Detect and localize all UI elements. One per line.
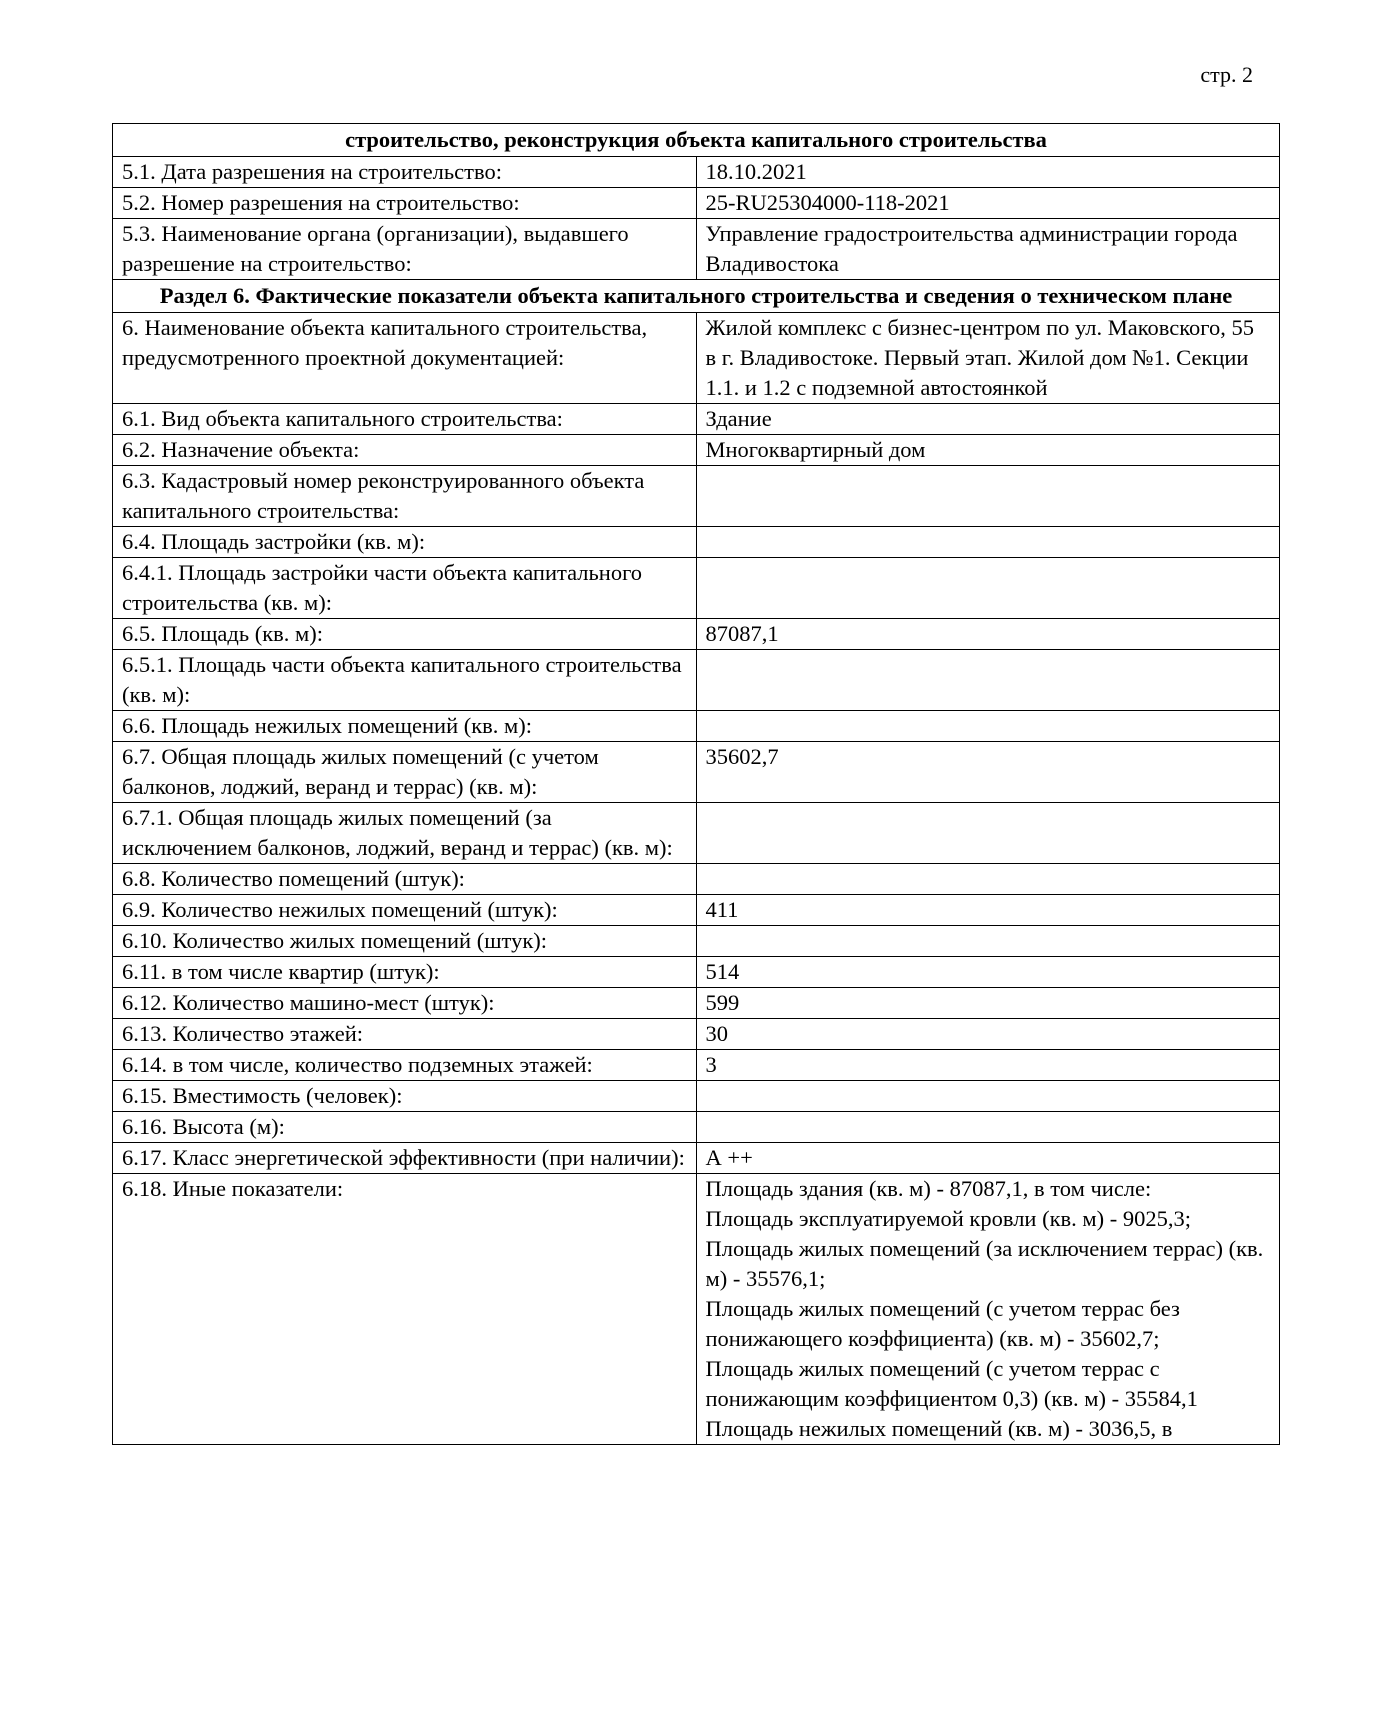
row-value: 3 xyxy=(696,1050,1280,1081)
section-header-row xyxy=(113,124,1280,157)
row-value: Управление градостроительства администрации города Владивостока xyxy=(696,219,1280,280)
row-value: 599 xyxy=(696,988,1280,1019)
row-label: 6. Наименование объекта капитального строительства, предусмотренного проектной документацией: xyxy=(113,313,697,404)
permit-data-table xyxy=(112,123,1280,1445)
table-row xyxy=(113,742,1280,803)
row-value: 35602,7 xyxy=(696,742,1280,803)
row-value xyxy=(696,650,1280,711)
row-value xyxy=(696,527,1280,558)
table-row xyxy=(113,619,1280,650)
row-label: 6.3. Кадастровый номер реконструированного объекта капитального строительства: xyxy=(113,466,697,527)
indicator-line: Площадь жилых помещений (за исключением террас) (кв. м) - 35576,1; xyxy=(705,1236,1264,1291)
table-row xyxy=(113,157,1280,188)
table-row xyxy=(113,957,1280,988)
row-label: 6.9. Количество нежилых помещений (штук): xyxy=(113,895,697,926)
indicator-line: Площадь жилых помещений (с учетом террас без понижающего коэффициента) (кв. м) - 35602,7; xyxy=(705,1296,1180,1351)
row-value: А ++ xyxy=(696,1143,1280,1174)
table-row xyxy=(113,219,1280,280)
row-value: Здание xyxy=(696,404,1280,435)
table-row xyxy=(113,404,1280,435)
row-label: 6.8. Количество помещений (штук): xyxy=(113,864,697,895)
table-row xyxy=(113,895,1280,926)
row-label: 5.1. Дата разрешения на строительство: xyxy=(113,157,697,188)
table-row xyxy=(113,1112,1280,1143)
table-row xyxy=(113,558,1280,619)
table-row xyxy=(113,1081,1280,1112)
table-row xyxy=(113,988,1280,1019)
row-label: 6.17. Класс энергетической эффективности (при наличии): xyxy=(113,1143,697,1174)
section5-header: строительство, реконструкция объекта капитального строительства xyxy=(113,124,1280,157)
table-row xyxy=(113,1019,1280,1050)
section-header-row xyxy=(113,280,1280,313)
row-label: 6.10. Количество жилых помещений (штук): xyxy=(113,926,697,957)
indicator-line: Площадь нежилых помещений (кв. м) - 3036,5, в xyxy=(705,1416,1173,1441)
row-value: 25-RU25304000-118-2021 xyxy=(696,188,1280,219)
row-label: 6.16. Высота (м): xyxy=(113,1112,697,1143)
table-row xyxy=(113,803,1280,864)
row-value xyxy=(696,926,1280,957)
page-number: стр. 2 xyxy=(1200,62,1253,87)
row-label: 6.7.1. Общая площадь жилых помещений (за исключением балконов, лоджий, веранд и террас) (кв. м): xyxy=(113,803,697,864)
row-label: 5.2. Номер разрешения на строительство: xyxy=(113,188,697,219)
table-row xyxy=(113,1174,1280,1445)
row-label: 6.5.1. Площадь части объекта капитального строительства (кв. м): xyxy=(113,650,697,711)
indicator-line: Площадь здания (кв. м) - 87087,1, в том числе: xyxy=(705,1176,1152,1201)
row-label: 6.14. в том числе, количество подземных этажей: xyxy=(113,1050,697,1081)
row-label: 6.11. в том числе квартир (штук): xyxy=(113,957,697,988)
table-row xyxy=(113,1143,1280,1174)
row-value: 87087,1 xyxy=(696,619,1280,650)
section6-header: Раздел 6. Фактические показатели объекта капитального строительства и сведения о техническом плане xyxy=(113,280,1280,313)
row-value-other-indicators xyxy=(696,1174,1280,1445)
indicator-line: Площадь жилых помещений (с учетом террас с понижающим коэффициентом 0,3) (кв. м) - 35584,1 xyxy=(705,1356,1198,1411)
table-row xyxy=(113,926,1280,957)
row-value xyxy=(696,864,1280,895)
row-label: 6.4. Площадь застройки (кв. м): xyxy=(113,527,697,558)
row-value: Многоквартирный дом xyxy=(696,435,1280,466)
row-label: 6.7. Общая площадь жилых помещений (с учетом балконов, лоджий, веранд и террас) (кв. м): xyxy=(113,742,697,803)
table-row xyxy=(113,466,1280,527)
row-label: 6.18. Иные показатели: xyxy=(113,1174,697,1445)
row-label: 6.2. Назначение объекта: xyxy=(113,435,697,466)
row-value: 514 xyxy=(696,957,1280,988)
indicator-line: Площадь эксплуатируемой кровли (кв. м) - 9025,3; xyxy=(705,1206,1191,1231)
row-value: Жилой комплекс с бизнес-центром по ул. Маковского, 55 в г. Владивостоке. Первый этап. Жилой дом №1. Секции 1.1. и 1.2 с подземной автостоянкой xyxy=(696,313,1280,404)
table-row xyxy=(113,1050,1280,1081)
row-value xyxy=(696,558,1280,619)
row-value: 411 xyxy=(696,895,1280,926)
table-row xyxy=(113,650,1280,711)
row-label: 6.5. Площадь (кв. м): xyxy=(113,619,697,650)
row-value: 30 xyxy=(696,1019,1280,1050)
row-label: 6.1. Вид объекта капитального строительства: xyxy=(113,404,697,435)
row-label: 6.15. Вместимость (человек): xyxy=(113,1081,697,1112)
row-value xyxy=(696,1112,1280,1143)
row-label: 6.4.1. Площадь застройки части объекта капитального строительства (кв. м): xyxy=(113,558,697,619)
table-row xyxy=(113,435,1280,466)
row-value xyxy=(696,803,1280,864)
table-row xyxy=(113,711,1280,742)
table-row xyxy=(113,864,1280,895)
row-value xyxy=(696,711,1280,742)
row-value xyxy=(696,466,1280,527)
table-row xyxy=(113,527,1280,558)
row-label: 6.12. Количество машино-мест (штук): xyxy=(113,988,697,1019)
row-value: 18.10.2021 xyxy=(696,157,1280,188)
row-label: 6.6. Площадь нежилых помещений (кв. м): xyxy=(113,711,697,742)
row-value xyxy=(696,1081,1280,1112)
row-label: 6.13. Количество этажей: xyxy=(113,1019,697,1050)
row-label: 5.3. Наименование органа (организации), выдавшего разрешение на строительство: xyxy=(113,219,697,280)
table-row xyxy=(113,313,1280,404)
table-row xyxy=(113,188,1280,219)
